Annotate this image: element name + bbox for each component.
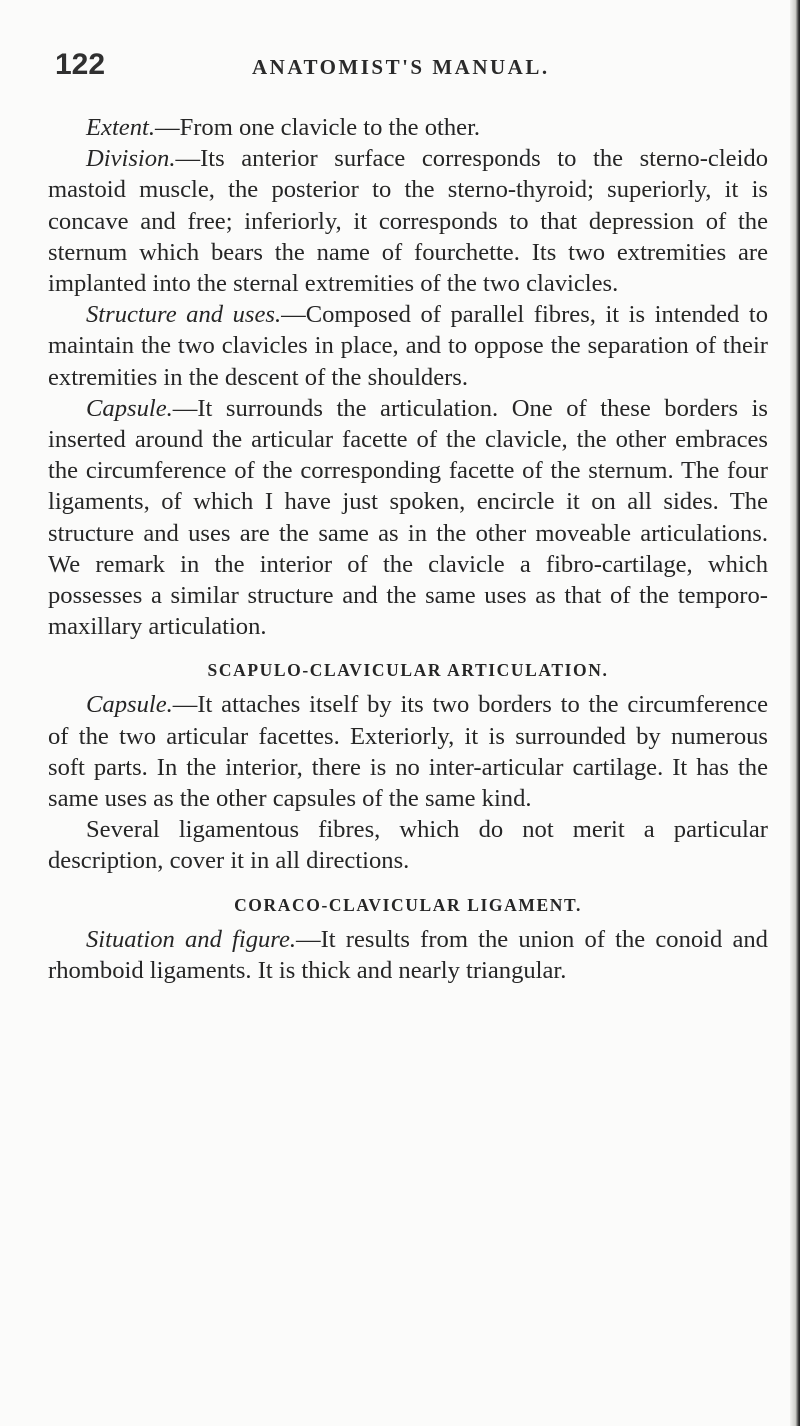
term-structure: Structure and uses. — [86, 301, 282, 329]
paragraph-capsule-scapular — [48, 689, 768, 814]
section-heading-coraco-clavicular: CORACO-CLAVICULAR LIGAMENT. — [234, 894, 582, 915]
running-head: ANATOMIST'S MANUAL. — [252, 55, 550, 79]
paragraph-situation — [48, 924, 768, 986]
text-situation: —It results from the union of the conoid and rhomboid ligaments. It is thick and nearly triangular. — [48, 925, 768, 984]
paragraph-several — [48, 814, 768, 876]
term-capsule-sternal: Capsule. — [86, 394, 173, 422]
paragraph-division — [48, 143, 768, 299]
page-edge-shadow — [790, 0, 800, 1426]
text-several: Several ligamentous fibres, which do not merit a particular description, cover it in all directions. — [48, 816, 768, 875]
body-text — [48, 112, 768, 986]
page-number: 122 — [55, 48, 106, 81]
term-capsule-scapular: Capsule. — [86, 691, 173, 719]
section-heading-scapulo-clavicular: SCAPULO-CLAVICULAR ARTICULATION. — [207, 660, 609, 681]
text-structure: —Composed of parallel fibres, it is intended to maintain the two clavicles in place, and to oppose the separation of their extremities in the descent of the shoulders. — [48, 301, 768, 391]
paragraph-structure — [48, 299, 768, 393]
term-extent: Extent. — [86, 114, 155, 141]
paragraph-capsule-sternal — [48, 393, 768, 643]
term-division: Division. — [86, 145, 176, 173]
paragraph-extent — [48, 112, 768, 143]
text-division: —Its anterior surface corresponds to the sterno-cleido mastoid muscle, the posterior to the sterno-thyroid; superiorly, it is concave and free; inferiorly, it corresponds to that depression of the sternum which bears the name of fourchette. Its two extremities are implanted into the sternal extremities of the two clavicles. — [48, 145, 768, 298]
text-extent: —From one clavicle to the other. — [154, 114, 481, 141]
text-capsule-scapular: —It attaches itself by its two borders to the circumference of the two articular facettes. Exteriorly, it is surrounded by numerous soft parts. In the interior, there is no inter-articular cartilage. It has the same uses as the other capsules of the same kind. — [48, 691, 768, 813]
page-header — [48, 48, 778, 84]
term-situation: Situation and figure. — [86, 925, 297, 953]
text-capsule-sternal: —It surrounds the articulation. One of these borders is inserted around the articular facette of the clavicle, the other embraces the circumference of the corresponding facette of the sternum. The four ligaments, of which I have just spoken, encircle it on all sides. The structure and uses are the same as in the other moveable articulations. We remark in the interior of the clavicle a fibro-cartilage, which possesses a similar structure and the same uses as that of the temporo-maxillary articulation. — [48, 394, 768, 641]
